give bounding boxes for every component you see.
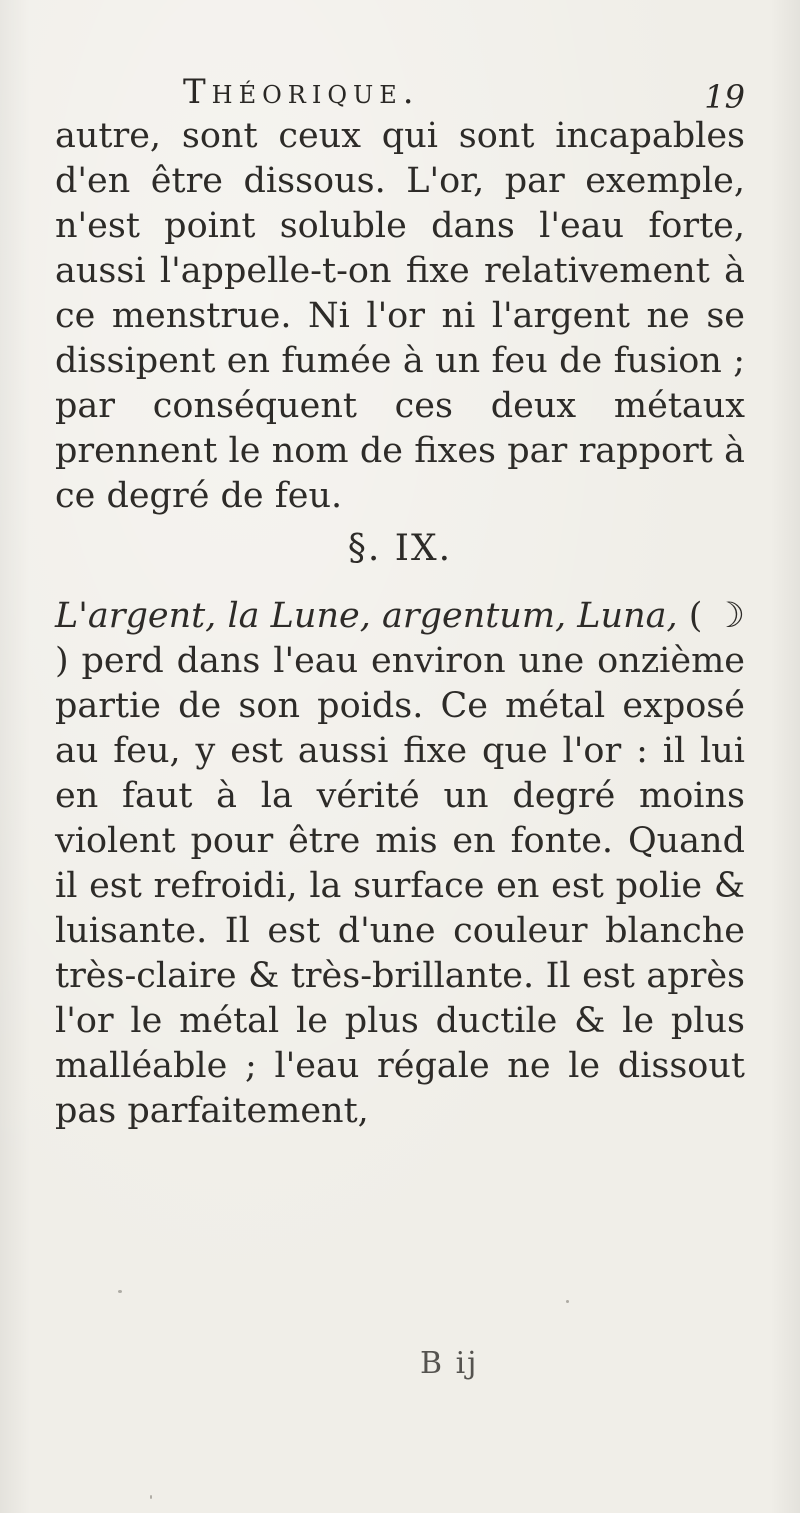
- paragraph-silver: [55, 594, 745, 1134]
- ink-speck: [118, 1290, 122, 1293]
- paragraph-text: autre, sont ceux qui sont incapables d'en être dissous. L'or, par exemple, n'est point soluble dans l'eau forte, aussi l'appelle-t-on fixe relativement à ce menstrue. Ni l'or ni l'argent ne se dissipent en fumée à un feu de fusion ; par conséquent ces deux métaux prennent le nom de fixes par rapport à ce degré de feu.: [55, 116, 745, 516]
- page-header: [55, 72, 745, 116]
- running-head: Théorique.: [183, 72, 420, 112]
- paragraph-lead-italic: L'argent, la Lune, argentum, Luna,: [55, 596, 678, 636]
- signature-mark: B ij: [420, 1346, 479, 1381]
- ink-speck: [566, 1300, 569, 1303]
- paragraph-text: ( ☽ ) perd dans l'eau environ une onzième partie de son poids. Ce métal exposé au feu, y est aussi fixe que l'or : il lui en faut à la vérité un degré moins violent pour être mis en fonte. Quand il est refroidi, la surface en est polie & luisante. Il est d'une couleur blanche très-claire & très-brillante. Il est après l'or le métal le plus ductile & le plus malléable ; l'eau régale ne le dissout pas parfaitement,: [55, 596, 745, 1131]
- page-number: 19: [704, 78, 745, 116]
- ink-speck: [150, 1495, 152, 1499]
- section-heading: §. IX.: [347, 528, 453, 569]
- paragraph-continuation: [55, 114, 745, 519]
